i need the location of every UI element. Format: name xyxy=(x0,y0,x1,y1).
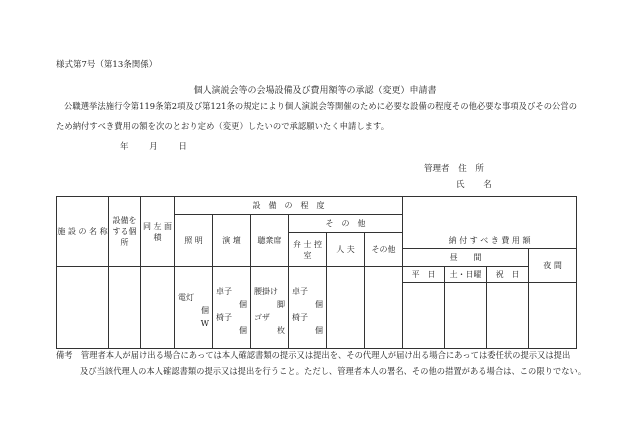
header-facility-name: 施 設 の 名 称 xyxy=(57,197,109,267)
weekday-fee-cell xyxy=(403,283,445,349)
header-podium: 演 壇 xyxy=(213,215,251,267)
remarks-line-2: 及び当該代理人の本人確認書類の提示又は提出を行うこと。ただし、管理者本人の署名、その他の措置がある場合は、この限りでない。 xyxy=(80,366,587,376)
audience-mat-unit: 枚 xyxy=(277,325,285,335)
lighting-unit-count: 個 xyxy=(201,306,209,315)
header-nighttime: 夜 間 xyxy=(529,249,577,283)
speaker-chair-item: 椅子 xyxy=(292,312,308,322)
facility-table xyxy=(56,196,577,349)
podium-table-unit: 個 xyxy=(239,299,247,309)
date-line: 年 月 日 xyxy=(120,142,187,152)
lighting-unit-watt: W xyxy=(200,319,209,328)
night-fee-cell xyxy=(529,283,577,349)
speaker-table-unit: 個 xyxy=(315,299,323,309)
form-number: 様式第7号（第13条関係） xyxy=(56,60,158,70)
audience-bench-item: 腰掛け xyxy=(254,286,278,296)
document-title: 個人演説会等の会場設備及び費用額等の承認（変更）申請書 xyxy=(193,86,437,96)
installation-location-cell xyxy=(109,267,141,349)
speaker-room-cell xyxy=(289,267,327,349)
holiday-fee-cell xyxy=(487,283,529,349)
body-paragraph-line-2: ため納付すべき費用の額を次のとおり定め（変更）したいので承認願いたく申請します。 xyxy=(56,121,390,131)
lighting-cell xyxy=(175,267,213,349)
header-lighting: 照 明 xyxy=(175,215,213,267)
header-weekend: 土・日曜 xyxy=(445,267,487,283)
podium-table-item: 卓子 xyxy=(216,286,232,296)
header-weekday: 平 日 xyxy=(403,267,445,283)
remarks xyxy=(56,347,596,379)
laborers-cell xyxy=(327,267,365,349)
podium-cell xyxy=(213,267,251,349)
speaker-table-item: 卓子 xyxy=(292,286,308,296)
header-equipment-level: 設 備 の 程 度 xyxy=(175,197,403,215)
header-laborers: 人 夫 xyxy=(327,233,365,267)
header-installation-location: 設備をする個所 xyxy=(109,197,141,267)
other-items-cell xyxy=(365,267,403,349)
header-fee-amount: 納 付 す べ き 費 用 額 xyxy=(403,233,577,249)
facility-name-cell xyxy=(57,267,109,349)
header-speaker-waiting-room: 弁 士 控 室 xyxy=(289,233,327,267)
header-daytime: 昼 間 xyxy=(403,249,529,267)
header-area: 同 左 面 積 xyxy=(141,197,175,267)
lighting-item: 電灯 xyxy=(178,293,194,302)
header-holiday: 祝 日 xyxy=(487,267,529,283)
podium-chair-item: 椅子 xyxy=(216,312,232,322)
remarks-line-1: 備考 管理者本人が届け出る場合にあっては本人確認書類の提示又は提出を、その代理人が届け出る場合にあっては委任状の提示又は提出 xyxy=(56,350,571,360)
header-audience-seats: 聴衆席 xyxy=(251,215,289,267)
audience-seats-cell xyxy=(251,267,289,349)
header-other: そ の 他 xyxy=(289,215,403,233)
weekend-fee-cell xyxy=(445,283,487,349)
applicant-name-label: 氏 名 xyxy=(456,180,500,190)
area-cell xyxy=(141,267,175,349)
applicant-address-label: 管理者 住 所 xyxy=(424,164,484,174)
header-fee-blank xyxy=(403,197,577,233)
header-other-items: その他 xyxy=(365,233,403,267)
speaker-chair-unit: 個 xyxy=(315,325,323,335)
audience-mat-item: ゴザ xyxy=(254,312,270,322)
audience-bench-unit: 脚 xyxy=(277,299,285,309)
podium-chair-unit: 個 xyxy=(239,325,247,335)
body-paragraph-line-1: 公職選挙法施行令第119条第2項及び第121条の規定により個人演説会等開催のために必要な設備の程度その他必要な事項及びその公営の xyxy=(64,101,578,111)
